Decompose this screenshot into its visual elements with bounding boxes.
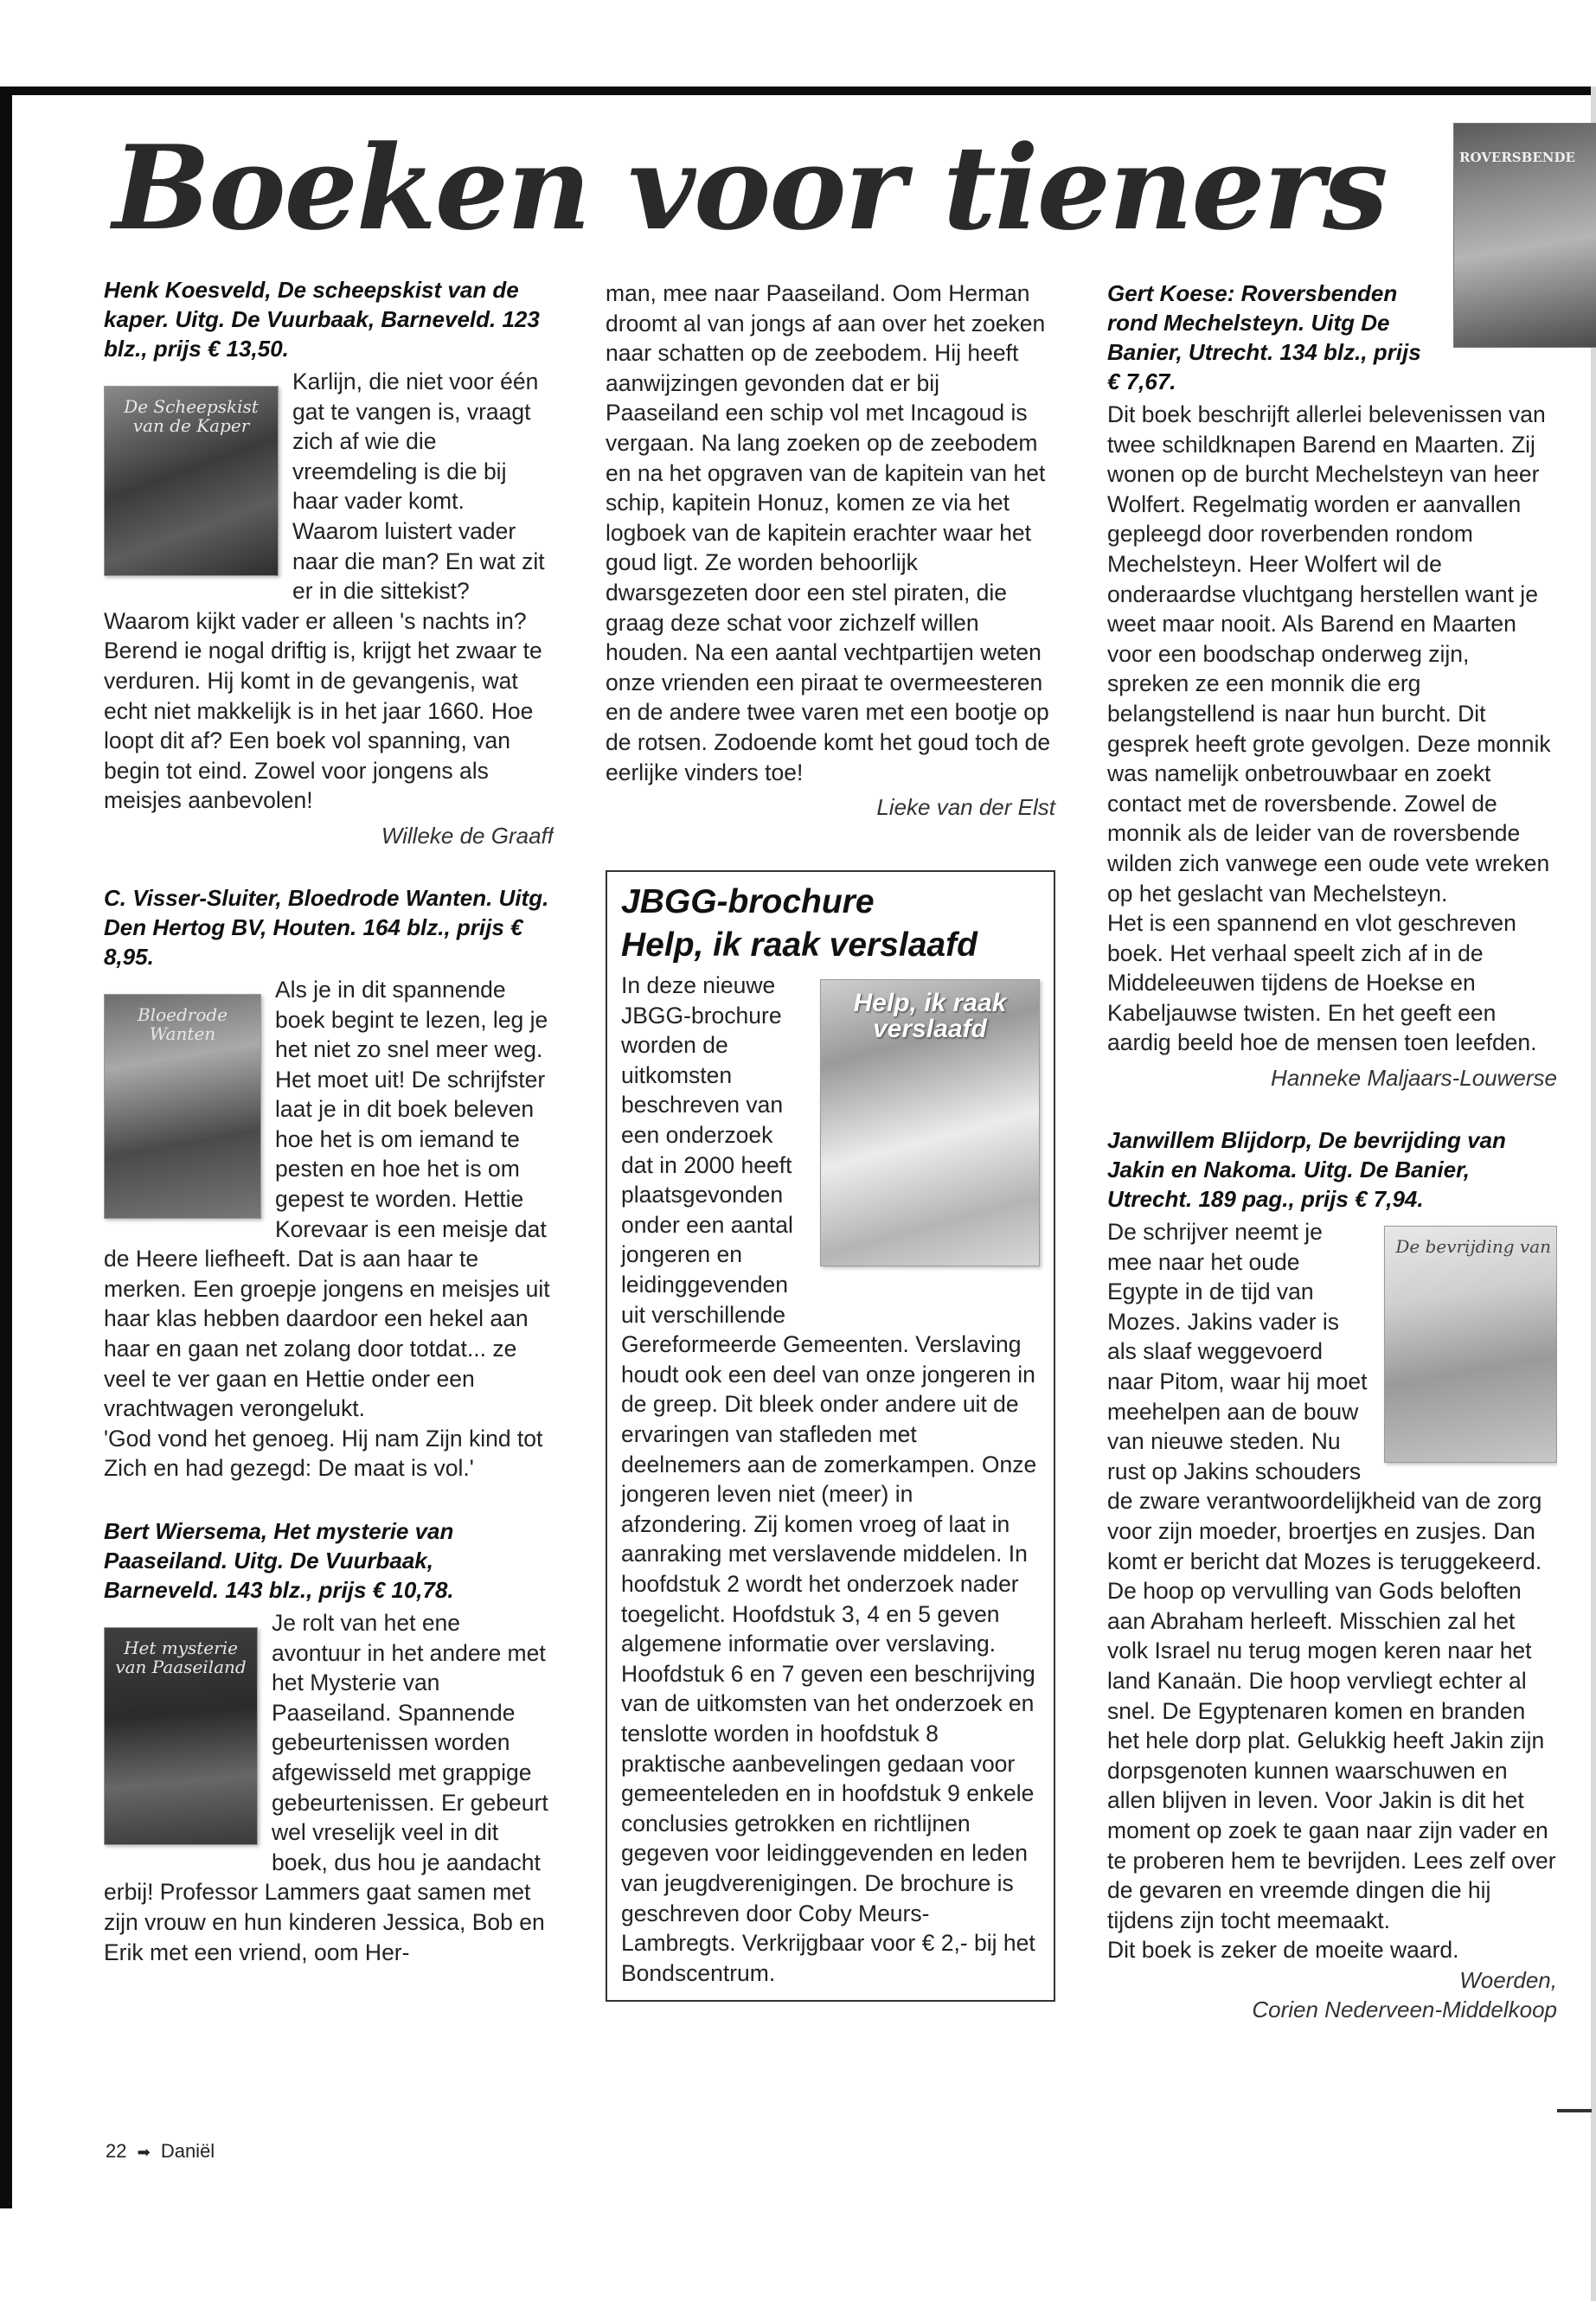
cover-title: De Scheepskist van de Kaper <box>124 396 259 436</box>
column-middle <box>606 279 1055 2002</box>
review-heading: Bert Wiersema, Het mysterie van Paaseiland. Uitg. De Vuurbaak, Barneveld. 143 blz., prijs € 10,78. <box>104 1518 454 1603</box>
review-signature: Lieke van der Elst <box>876 794 1055 821</box>
review-roversbende <box>1107 279 1557 1093</box>
review-bloedrode-wanten <box>104 883 554 1484</box>
review-text: Je rolt van het ene avontuur in het andere met het Mysterie van Paaseiland. Spannende gebeurtenissen worden afgewisseld met grappige gebeurtenissen. Er gebeurt wel vreselijk veel in dit boek, dus hou je aandacht erbij! Professor Lammers gaat samen met zijn vrouw en hun kinderen Jessica, Bob en Erik met een vriend, oom Her- <box>104 1610 548 1965</box>
scan-edge-right <box>1591 87 1596 2301</box>
review-signature: Willeke de Graaff <box>381 822 554 849</box>
cover-title-roversbende: ROVERSBENDE <box>1459 150 1575 165</box>
review-signature: Corien Nederveen-Middelkoop <box>1252 1996 1557 2022</box>
cover-title: Bloedrode Wanten <box>137 1003 228 1044</box>
review-text: man, mee naar Paaseiland. Oom Herman droomt al van jongs af aan over het zoeken naar schatten op de zeebodem. Hij heeft aanwijzingen gevonden dat er bij Paaseiland een schip vol met Incagoud is vergaan. Na lang zoeken op de zeebodem en na het opgraven van de kapitein van het schip, kapitein Honuz, komen ze via het logboek van de kapitein erachter waar het goud ligt. Ze worden behoorlijk dwarsgezeten door een stel piraten, die graag deze schat voor zichzelf willen houden. Na een aantal vechtpartijen weten onze vrienden een piraat te overmeesteren en de andere twee varen met een bootje op de rotsen. Zodoende komt het goud toch de eerlijke vinders toe! <box>606 280 1051 785</box>
magazine-name: Daniël <box>160 2140 215 2162</box>
cover-image-bloedrode-wanten <box>104 994 261 1219</box>
review-heading: Janwillem Blijdorp, De bevrijding van Jakin en Nakoma. Uitg. De Banier, Utrecht. 189 pag., prijs € 7,94. <box>1107 1127 1506 1213</box>
page-footer <box>106 2140 215 2163</box>
cover-title: Het mysterie van Paaseiland <box>115 1638 247 1677</box>
page-number: 22 <box>106 2140 127 2162</box>
review-text: Berend ie nogal driftig is, krijgt het zwaar te verduren. Hij komt in de gevangenis, wat echt niet makkelijk is in het jaar 1660. Hoe loopt dit af? Een boek vol spanning, van begin tot eind. Zowel voor jongens als meisjes aanbevolen! <box>104 638 542 814</box>
jbgg-brochure-box <box>606 870 1055 2002</box>
scan-border-top <box>0 87 1596 95</box>
review-heading: C. Visser-Sluiter, Bloedrode Wanten. Uitg. Den Hertog BV, Houten. 164 blz., prijs € 8,95. <box>104 884 549 970</box>
column-left <box>104 275 554 2000</box>
cover-title: Help, ik raak verslaafd <box>853 989 1007 1044</box>
review-text: De schrijver neemt je mee naar het oude Egypte in de tijd van Mozes. Jakins vader is als slaaf weggevoerd naar Pitom, waar hij moet meehelpen aan de bouw van nieuwe steden. Nu rust op Jakins schouders de zware verantwoordelijkheid van de zorg voor zijn moeder, broertjes en zusjes. Dan komt er bericht dat Mozes is teruggekeerd. De hoop op vervulling van Gods beloften aan Abraham herleeft. Misschien zal het volk Israel nu terug mogen keren naar het land Kanaän. Die hoop vervliegt echter al snel. De Egyptenaren komen en branden het hele dorp plat. Gelukkig heeft Jakin zijn dorpsgenoten kunnen waarschuwen en allen blijven in leven. Voor Jakin is dit het moment op zoek te gaan naar zijn vader en te proberen hem te bevrijden. Lees zelf over de gevaren en vreemde dingen die hij tijdens zijn tocht meemaakt. <box>1107 1219 1556 1933</box>
review-paaseiland-continued <box>606 279 1055 822</box>
review-text: Dit boek is zeker de moeite waard. <box>1107 1937 1459 1964</box>
scan-border-left <box>0 93 12 2208</box>
review-signature-place: Woerden, <box>1459 1966 1557 1993</box>
cover-image-bevrijding <box>1384 1226 1557 1463</box>
cover-image-help-ik-raak-verslaafd <box>820 979 1040 1266</box>
box-title-line1: JBGG-brochure <box>621 883 875 921</box>
review-text: Als je in dit spannende boek begint te lezen, leg je het niet zo snel meer weg. Het moet uit! De schrijfster laat je in dit boek beleven hoe het is om iemand te pesten en hoe het is om gepest te worden. Hettie Korevaar is een meisje dat de Heere liefheeft. Dat is aan haar te merken. Een groepje jongens en meisjes uit haar klas hebben daardoor een hekel aan haar en gaan net zolang door totdat... ze veel te ver gaan en Hettie onder een vrachtwagen verongelukt. <box>104 976 550 1422</box>
review-scheepskist <box>104 275 554 850</box>
box-title <box>621 881 1040 967</box>
scan-mark <box>1557 2109 1592 2112</box>
column-right <box>1107 279 1557 2057</box>
arrow-icon: ➡ <box>137 2144 151 2161</box>
review-text: Gereformeerde Gemeenten. Verslaving houdt ook een deel van onze jongeren in de greep. Dit bleek onder andere uit de ervaringen van stafleden met deelnemers aan de zomerkampen. Onze jongeren leven niet (meer) in afzondering. Zij komen vroeg of laat in aanraking met verslavende middelen. In hoofdstuk 2 wordt het onderzoek nader toegelicht. Hoofdstuk 3, 4 en 5 geven algemene informatie over verslaving. Hoofdstuk 6 en 7 geven een beschrijving van de uitkomsten van het onderzoek en tenslotte worden in hoofdstuk 8 praktische aanbevelingen gedaan voor gemeenteleden en in hoofdstuk 9 enkele conclusies getrokken en richtlijnen gegeven voor leidinggevenden en leden van jeugdverenigingen. De brochure is geschreven door Coby Meurs-Lambregts. Verkrijgbaar voor € 2,- bij het Bondscentrum. <box>621 1331 1037 1986</box>
box-title-line2: Help, ik raak verslaafd <box>621 926 977 965</box>
review-text: Karlijn, die niet voor één gat te vangen is, vraagt zich af wie die vreemdeling is die bij haar vader komt. Waarom luistert vader naar die man? En wat zit er in die sittekist? Waarom kijkt vader er alleen 's nachts in? <box>104 369 545 634</box>
review-text: Het is een spannend en vlot geschreven boek. Het verhaal speelt zich af in de Middeleeuwen tijdens de Hoekse en Kabeljauwse twisten. En het geeft een aardig beeld hoe de mensen toen leefden. <box>1107 910 1537 1056</box>
cover-image-scheepskist <box>104 386 279 576</box>
review-heading: Henk Koesveld, De scheepskist van de kaper. Uitg. De Vuurbaak, Barneveld. 123 blz., prijs € 13,50. <box>104 277 540 362</box>
review-paaseiland <box>104 1516 554 1967</box>
cover-image-paaseiland <box>104 1627 258 1845</box>
review-text: Dit boek beschrijft allerlei belevenissen van twee schildknapen Barend en Maarten. Zij wonen op de burcht Mechelsteyn van heer Wolfert. Regelmatig worden er aanvallen gepleegd door roverbenden rondom Mechelsteyn. Heer Wolfert wil de onderaardse vluchtgang herstellen want je weet maar nooit. Als Barend en Maarten voor een boodschap onderweg zijn, spreken ze een monnik die erg belangstellend is naar hun burcht. Dit gesprek heeft grote gevolgen. Deze monnik was namelijk onbetrouwbaar en zoekt contact met de roversbende. Zowel de monnik als de leider van de roversbende wilden zich vanwege een oude vete wreken op het geslacht van Mechelsteyn. <box>1107 401 1551 907</box>
page-title: Boeken voor tieners <box>112 119 1387 256</box>
cover-title: De bevrijding van <box>1395 1236 1551 1258</box>
review-quote: 'God vond het genoeg. Hij nam Zijn kind tot Zich en had gezegd: De maat is vol.' <box>104 1425 543 1482</box>
review-text: In deze nieuwe JBGG-brochure worden de uitkomsten beschreven van een onderzoek dat in 2000 heeft plaatsgevonden onder een aantal jongeren en leidinggevenden uit verschillende <box>621 972 793 1328</box>
review-heading: Gert Koese: Roversbenden rond Mechelsteyn. Uitg De Banier, Utrecht. 134 blz., prijs € 7,67. <box>1107 280 1421 394</box>
review-bevrijding <box>1107 1125 1557 2024</box>
review-signature: Hanneke Maljaars-Louwerse <box>1271 1065 1557 1092</box>
